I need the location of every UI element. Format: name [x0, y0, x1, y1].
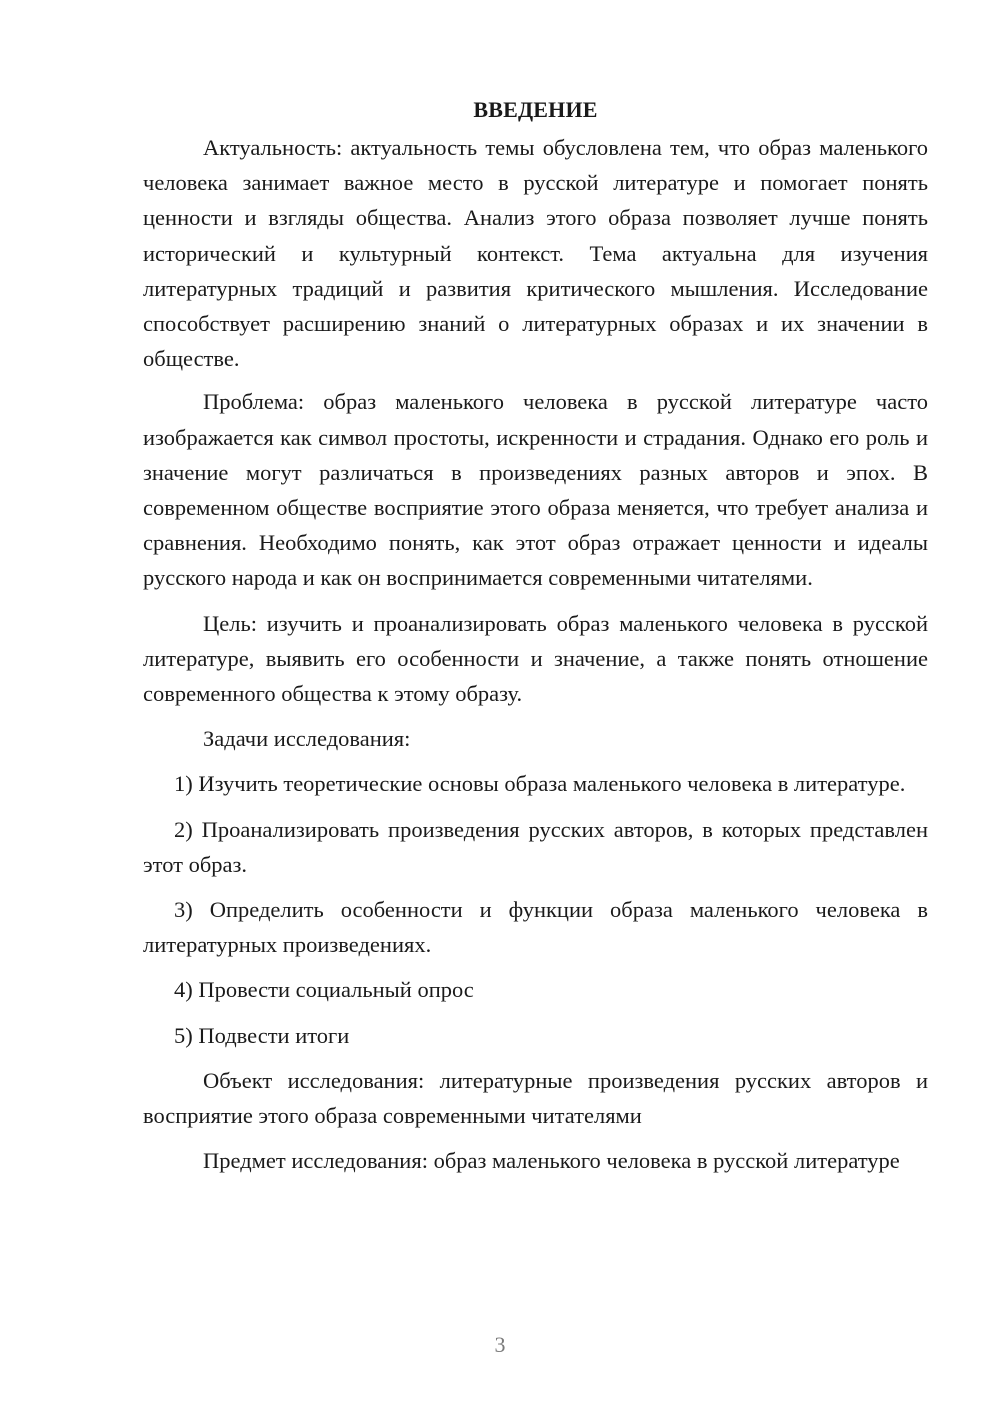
goal-paragraph: Цель: изучить и проанализировать образ маленького человека в русской литературе, выявить его особенности и значение, а также понять отношение современного общества к этому образу. [143, 610, 928, 707]
task-item: 4) Провести социальный опрос [174, 977, 474, 1003]
tasks-heading: Задачи исследования: [203, 726, 411, 752]
document-page [143, 92, 928, 1188]
task-item: 1) Изучить теоретические основы образа маленького человека в литературе. [174, 771, 906, 797]
page-number: 3 [494, 1332, 506, 1357]
task-item: 5) Подвести итоги [174, 1022, 350, 1048]
object-paragraph: Объект исследования: литературные произведения русских авторов и восприятие этого образа современными читателями [143, 1067, 928, 1129]
relevance-paragraph: Актуальность: актуальность темы обусловлена тем, что образ маленького человека занимает важное место в русской литературе и помогает понять ценности и взгляды общества. Анализ этого образа позволяет лучше понять исторический и культурный контекст. Тема актуальна для изучения литературных традиций и развития критического мышления. Исследование способствует расширению знаний о литературных образах и их значении в обществе. [143, 135, 928, 372]
problem-paragraph: Проблема: образ маленького человека в русской литературе часто изображается как символ простоты, искренности и страдания. Однако его роль и значение могут различаться в произведениях разных авторов и эпох. В современном обществе восприятие этого образа меняется, что требует анализа и сравнения. Необходимо понять, как этот образ отражает ценности и идеалы русского народа и как он воспринимается современными читателями. [143, 389, 928, 591]
subject-paragraph: Предмет исследования: образ маленького человека в русской литературе [203, 1148, 900, 1174]
document-title: ВВЕДЕНИЕ [473, 97, 598, 122]
task-item: 3) Определить особенности и функции образа маленького человека в литературных произведениях. [143, 897, 928, 958]
task-item: 2) Проанализировать произведения русских авторов, в которых представлен этот образ. [143, 816, 928, 877]
